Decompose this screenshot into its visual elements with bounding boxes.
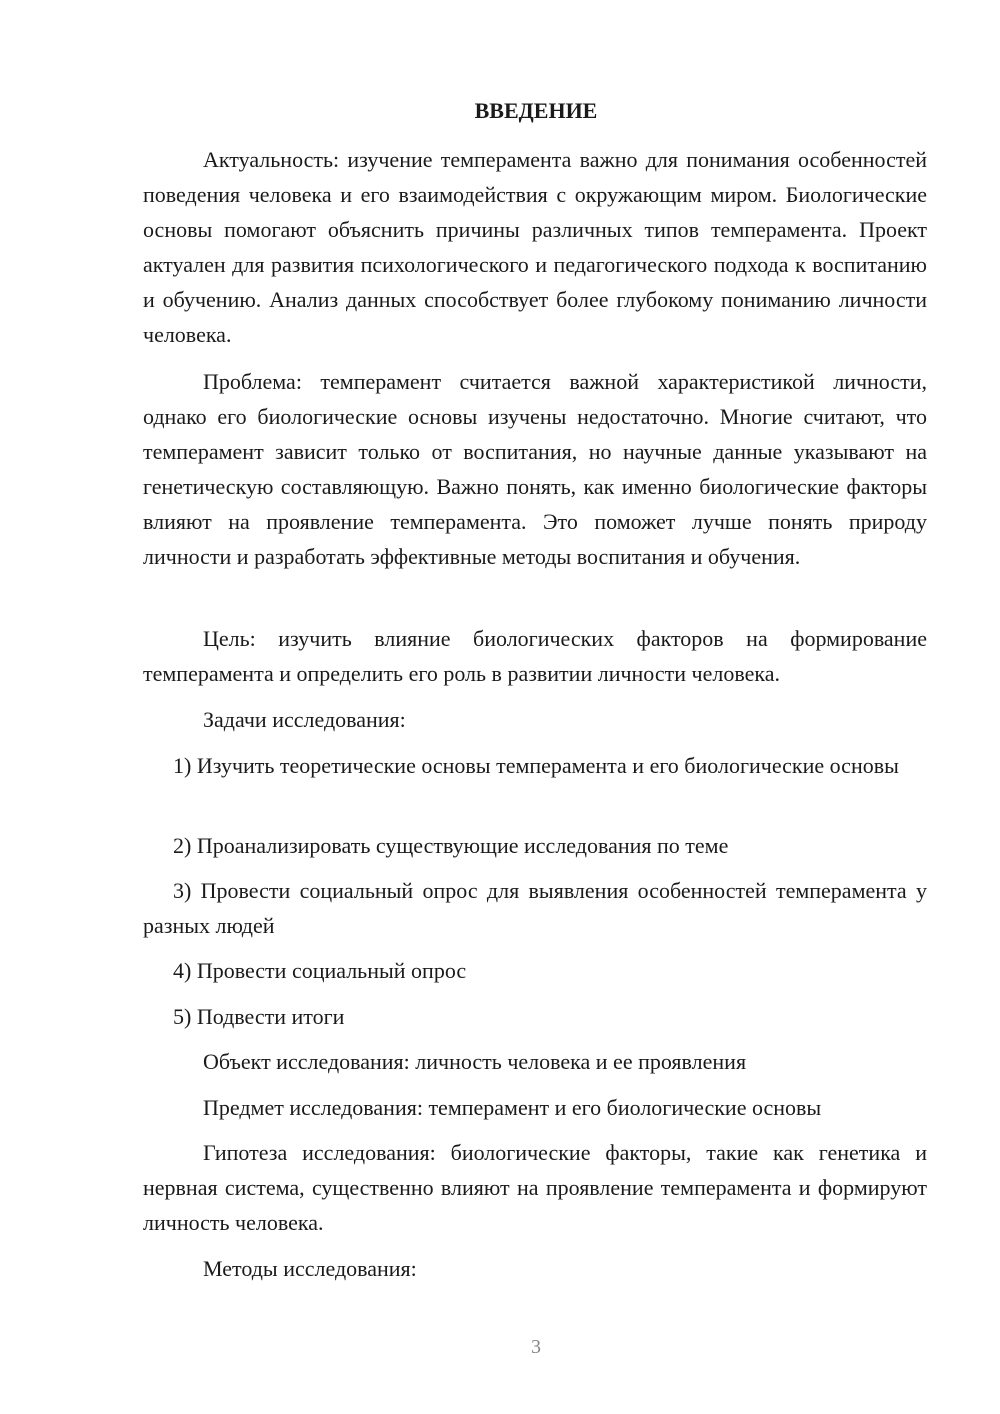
- paragraph-relevance: Актуальность: изучение темперамента важно для понимания особенностей поведения человека и его взаимодействия с окружающим миром. Биологические основы помогают объяснить причины различных типов темперамента. Проект актуален для развития психологического и педагогического подхода к воспитанию и обучению. Анализ данных способствует более глубокому пониманию личности человека.: [143, 147, 927, 347]
- paragraph-problem: Проблема: темперамент считается важной характеристикой личности, однако его биологические основы изучены недостаточно. Многие считают, что темперамент зависит только от воспитания, но научные данные указывают на генетическую составляющую. Важно понять, как именно биологические факторы влияют на проявление темперамента. Это поможет лучше понять природу личности и разработать эффективные методы воспитания и обучения.: [143, 369, 927, 569]
- page-number: 3: [531, 1336, 541, 1358]
- tasks-title: Задачи исследования:: [203, 707, 406, 732]
- task-item-5: 5) Подвести итоги: [173, 1004, 345, 1029]
- paragraph-object: Объект исследования: личность человека и ее проявления: [203, 1049, 747, 1074]
- paragraph-methods: Методы исследования:: [203, 1256, 417, 1281]
- task-item-4: 4) Провести социальный опрос: [173, 958, 467, 983]
- task-item-2: 2) Проанализировать существующие исследования по теме: [173, 833, 729, 858]
- task-item-1: 1) Изучить теоретические основы темперамента и его биологические основы: [173, 753, 899, 778]
- paragraph-goal: Цель: изучить влияние биологических факторов на формирование темперамента и определить его роль в развитии личности человека.: [143, 626, 927, 686]
- paragraph-hypothesis: Гипотеза исследования: биологические факторы, такие как генетика и нервная система, существенно влияют на проявление темперамента и формируют личность человека.: [143, 1140, 927, 1235]
- paragraph-subject: Предмет исследования: темперамент и его биологические основы: [203, 1095, 822, 1120]
- task-item-3: 3) Провести социальный опрос для выявления особенностей темперамента у разных людей: [143, 878, 927, 938]
- page-title: ВВЕДЕНИЕ: [474, 98, 598, 123]
